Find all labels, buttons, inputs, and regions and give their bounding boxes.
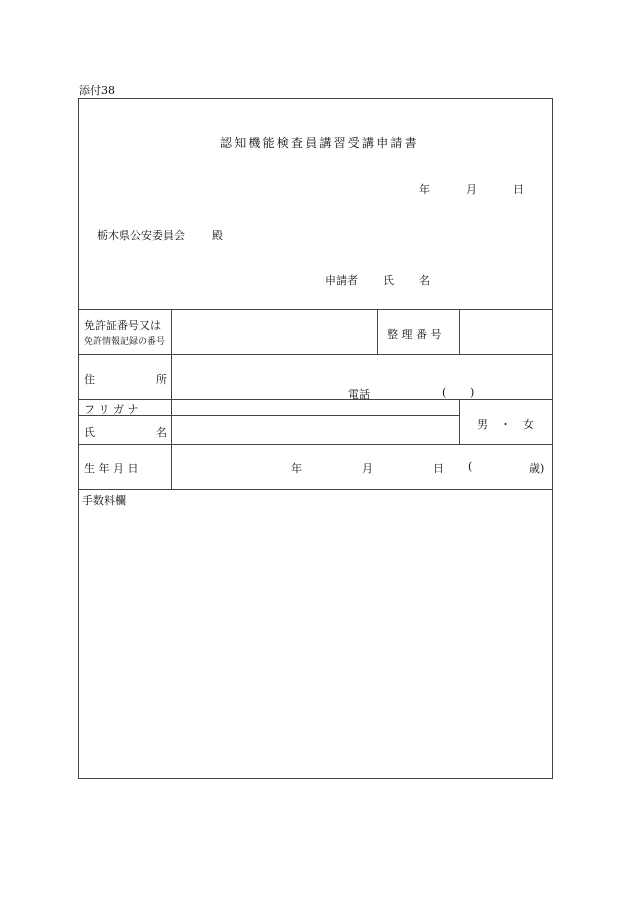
license-label-line2: 免許情報記録の番号 <box>84 337 166 347</box>
name-field[interactable] <box>172 416 459 444</box>
age-label: 歳) <box>529 462 545 475</box>
address-label-2: 所 <box>156 373 167 386</box>
honorific: 殿 <box>212 229 223 242</box>
applicant-name-label-1: 氏 <box>383 274 394 287</box>
address-field[interactable] <box>172 355 552 381</box>
name-label-2: 名 <box>156 426 167 439</box>
date-day-label: 日 <box>513 183 524 196</box>
furigana-label: フ リ ガ ナ <box>84 403 139 416</box>
license-number-field[interactable] <box>172 310 377 354</box>
gender-separator: ・ <box>500 418 511 431</box>
birth-year-label: 年 <box>291 462 302 475</box>
rule-fee-top <box>78 489 553 490</box>
attachment-label: 添付38 <box>79 84 115 97</box>
applicant-label: 申請者 <box>325 274 358 287</box>
date-month-label: 月 <box>466 183 477 196</box>
gender-female[interactable]: 女 <box>523 418 534 431</box>
name-label-1: 氏 <box>84 426 95 439</box>
phone-paren-open: ( <box>442 386 447 399</box>
phone-paren-close: ) <box>470 386 475 399</box>
form-title: 認知機能検査員講習受講申請書 <box>220 136 419 150</box>
license-label-line1: 免許証番号又は <box>84 319 161 332</box>
rule-gender-left <box>459 399 460 444</box>
address-label-1: 住 <box>84 373 95 386</box>
birth-day-label: 日 <box>433 462 444 475</box>
birth-month-label: 月 <box>362 462 373 475</box>
gender-male[interactable]: 男 <box>477 418 488 431</box>
furigana-field[interactable] <box>172 400 459 415</box>
date-year-label: 年 <box>419 183 430 196</box>
phone-label: 電話 <box>348 388 370 401</box>
fee-label: 手数料欄 <box>82 494 126 507</box>
fee-area <box>79 506 552 778</box>
applicant-name-label-2: 名 <box>419 274 430 287</box>
ref-number-field[interactable] <box>460 310 552 354</box>
birth-label: 生 年 月 日 <box>84 462 139 475</box>
addressee: 栃木県公安委員会 <box>97 229 185 242</box>
rule-ref-left <box>377 309 378 354</box>
age-paren-open: ( <box>468 460 473 473</box>
rule-birth-top <box>78 444 553 445</box>
ref-number-label: 整 理 番 号 <box>387 328 442 341</box>
